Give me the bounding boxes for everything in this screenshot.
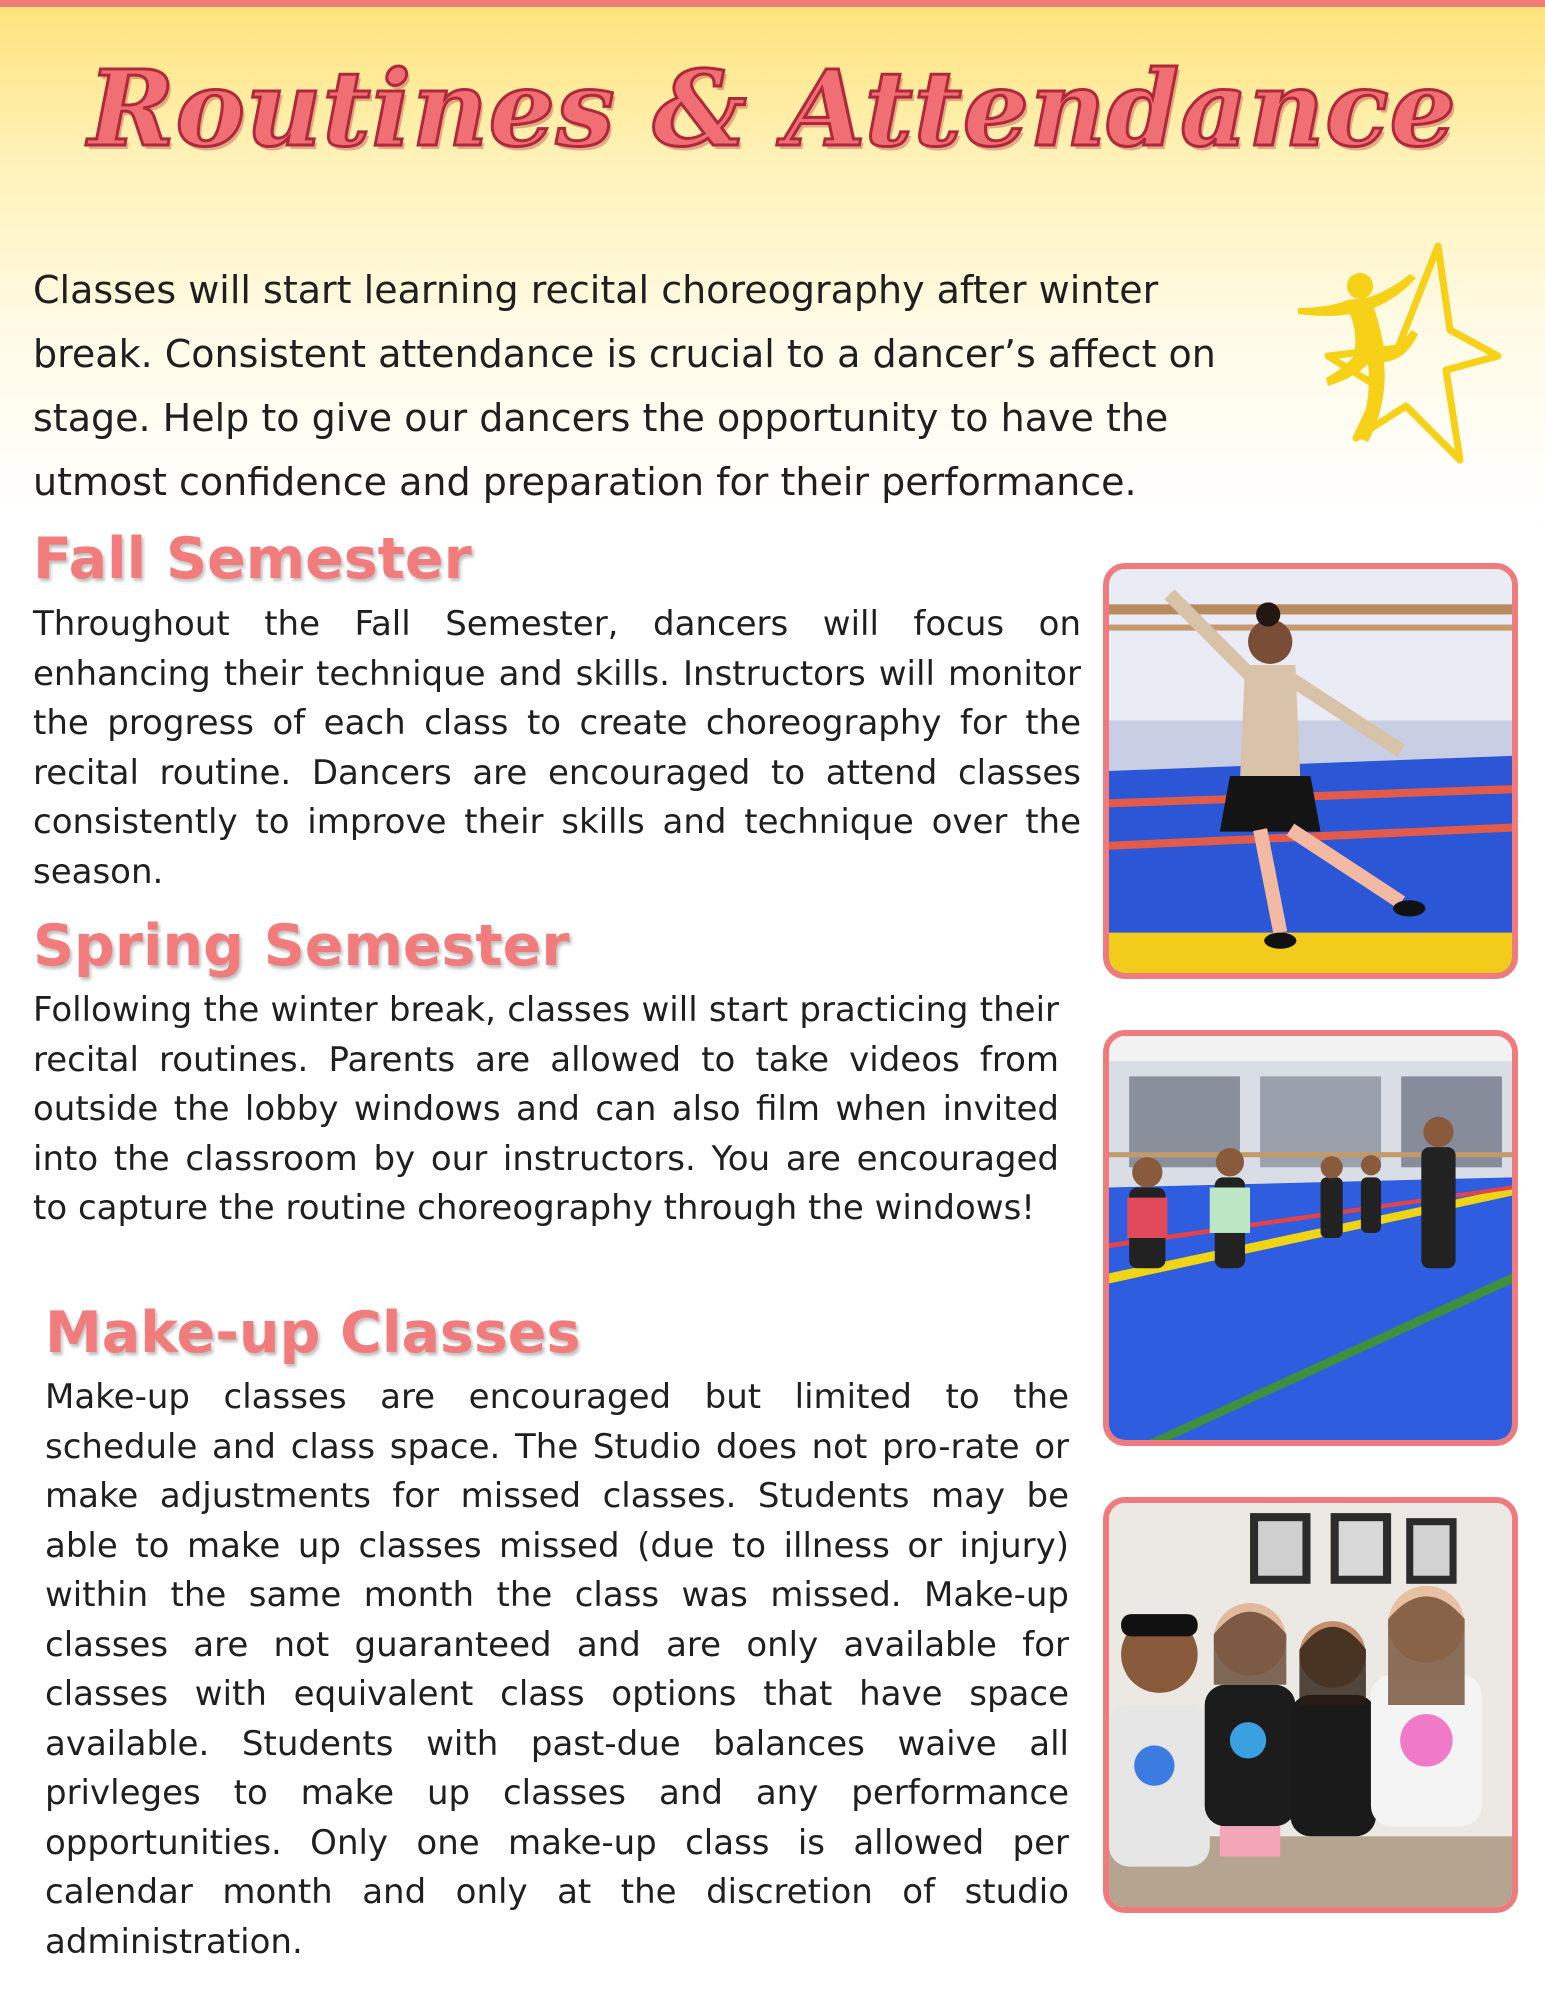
fall-semester-heading: Fall Semester [33,526,472,592]
page-title: Routines & Attendance [88,47,1457,170]
class-photo-spring [1103,1030,1518,1446]
group-photo-makeup [1103,1497,1518,1913]
dancer-photo-fall [1103,563,1518,979]
intro-paragraph: Classes will start learning recital choreography after winter break. Consistent attendance is crucial to a dancer’s affect on stage. Help to give our dancers the opportunity to have the utmost confidence and preparation for their performance. [33,268,1216,504]
spring-semester-text: Following the winter break, classes will start practicing their recital routines. Parents are allowed to take videos from outside the lobby windows and can also film when invited into the classroom by our instructors. You are encouraged to capture the routine choreography through the windows! [33,990,1059,1228]
top-rule [0,0,1545,7]
fall-semester-text: Throughout the Fall Semester, dancers will focus on enhancing their technique and skills. Instructors will monitor the progress of each class to create choreography for the recital routine. Dancers are encouraged to attend classes consistently to improve their skills and technique over the season. [33,604,1081,892]
dancer-star-icon [1288,238,1508,473]
makeup-classes-heading: Make-up Classes [45,1300,581,1366]
spring-semester-heading: Spring Semester [33,913,570,979]
makeup-classes-text: Make-up classes are encouraged but limited to the schedule and class space. The Studio does not pro-rate or make adjustments for missed classes. Students may be able to make up classes missed (due to illness or injury) within the same month the class was missed. Make-up classes are not guaranteed and are only available for classes with equivalent class options that have space available. Students with past-due balances waive all privleges to make up classes and any performance opportunities. Only one make-up class is allowed per calendar month and only at the discretion of studio administration. [45,1377,1069,1962]
